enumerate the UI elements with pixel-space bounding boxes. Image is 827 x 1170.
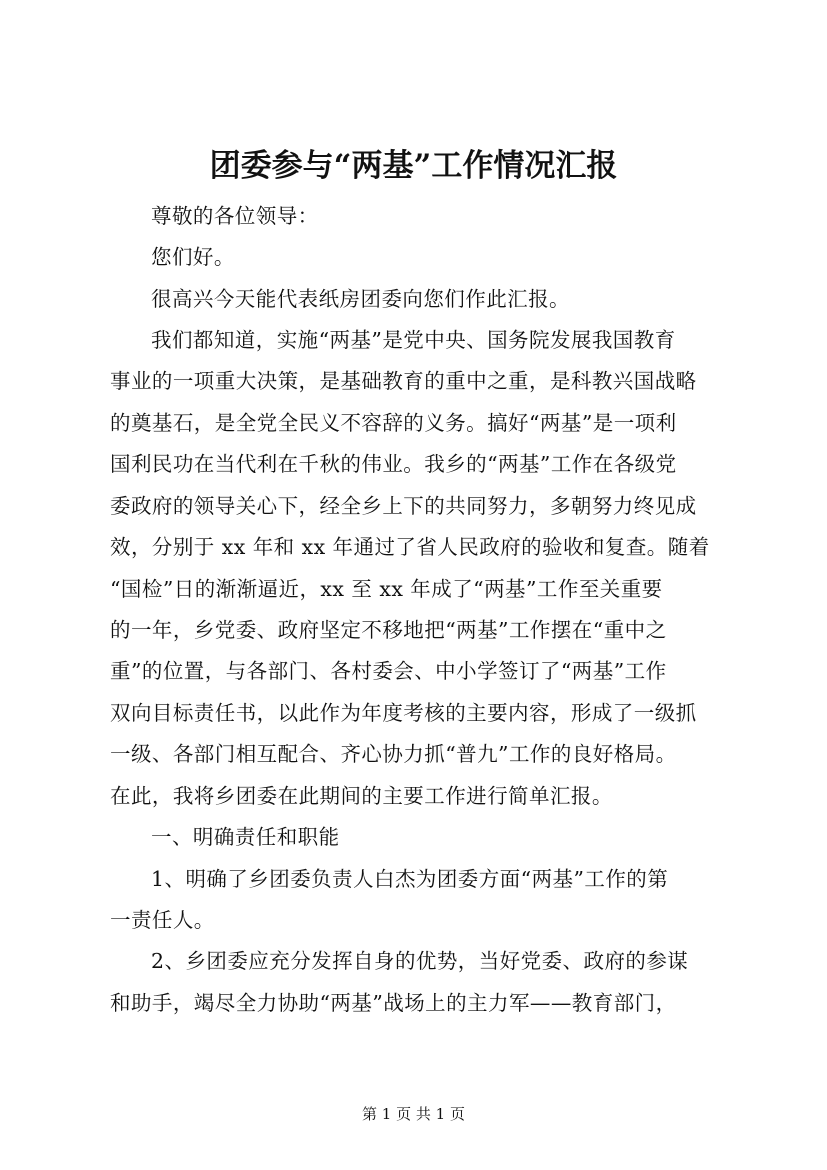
- paragraph-line: 的奠基石，是全党全民义不容辞的义务。搞好“两基”是一项利: [110, 411, 677, 435]
- paragraph-line: 重”的位置，与各部门、各村委会、中小学签订了“两基”工作: [110, 659, 667, 683]
- paragraph-line: 的一年，乡党委、政府坚定不移地把“两基”工作摆在“重中之: [110, 618, 667, 642]
- page-footer: 第 1 页 共 1 页: [362, 1105, 465, 1123]
- paragraph-line: 我们都知道，实施“两基”是党中央、国务院发展我国教育: [151, 328, 676, 352]
- paragraph-line: 在此，我将乡团委在此期间的主要工作进行简单汇报。: [110, 784, 613, 808]
- intro-line: 很高兴今天能代表纸房团委向您们作此汇报。: [151, 287, 570, 311]
- paragraph-line: 效，分别于 xx 年和 xx 年通过了省人民政府的验收和复查。随着: [110, 535, 710, 559]
- document-title: 团委参与“两基”工作情况汇报: [209, 148, 618, 184]
- salutation-line: 尊敬的各位领导：: [151, 204, 319, 228]
- paragraph-line: 委政府的领导关心下，经全乡上下的共同努力，多朝努力终见成: [110, 494, 697, 518]
- numbered-item-line: 和助手，竭尽全力协助“两基”战场上的主力军——教育部门，: [110, 991, 677, 1015]
- paragraph-line: 国利民功在当代利在千秋的伟业。我乡的“两基”工作在各级党: [110, 452, 677, 476]
- paragraph-line: 事业的一项重大决策，是基础教育的重中之重，是科教兴国战略: [110, 369, 697, 393]
- paragraph-line: “国检”日的渐渐逼近，xx 至 xx 年成了“两基”工作至关重要: [110, 577, 663, 601]
- paragraph-line: 双向目标责任书，以此作为年度考核的主要内容，形成了一级抓: [110, 701, 697, 725]
- numbered-item-line: 2、乡团委应充分发挥自身的优势，当好党委、政府的参谋: [151, 949, 689, 973]
- section-heading: 一、明确责任和职能: [151, 825, 340, 849]
- numbered-item-line: 一责任人。: [110, 908, 215, 932]
- greeting-line: 您们好。: [151, 245, 235, 269]
- paragraph-line: 一级、各部门相互配合、齐心协力抓“普九”工作的良好格局。: [110, 742, 677, 766]
- numbered-item-line: 1、明确了乡团委负责人白杰为团委方面“两基”工作的第: [151, 867, 669, 891]
